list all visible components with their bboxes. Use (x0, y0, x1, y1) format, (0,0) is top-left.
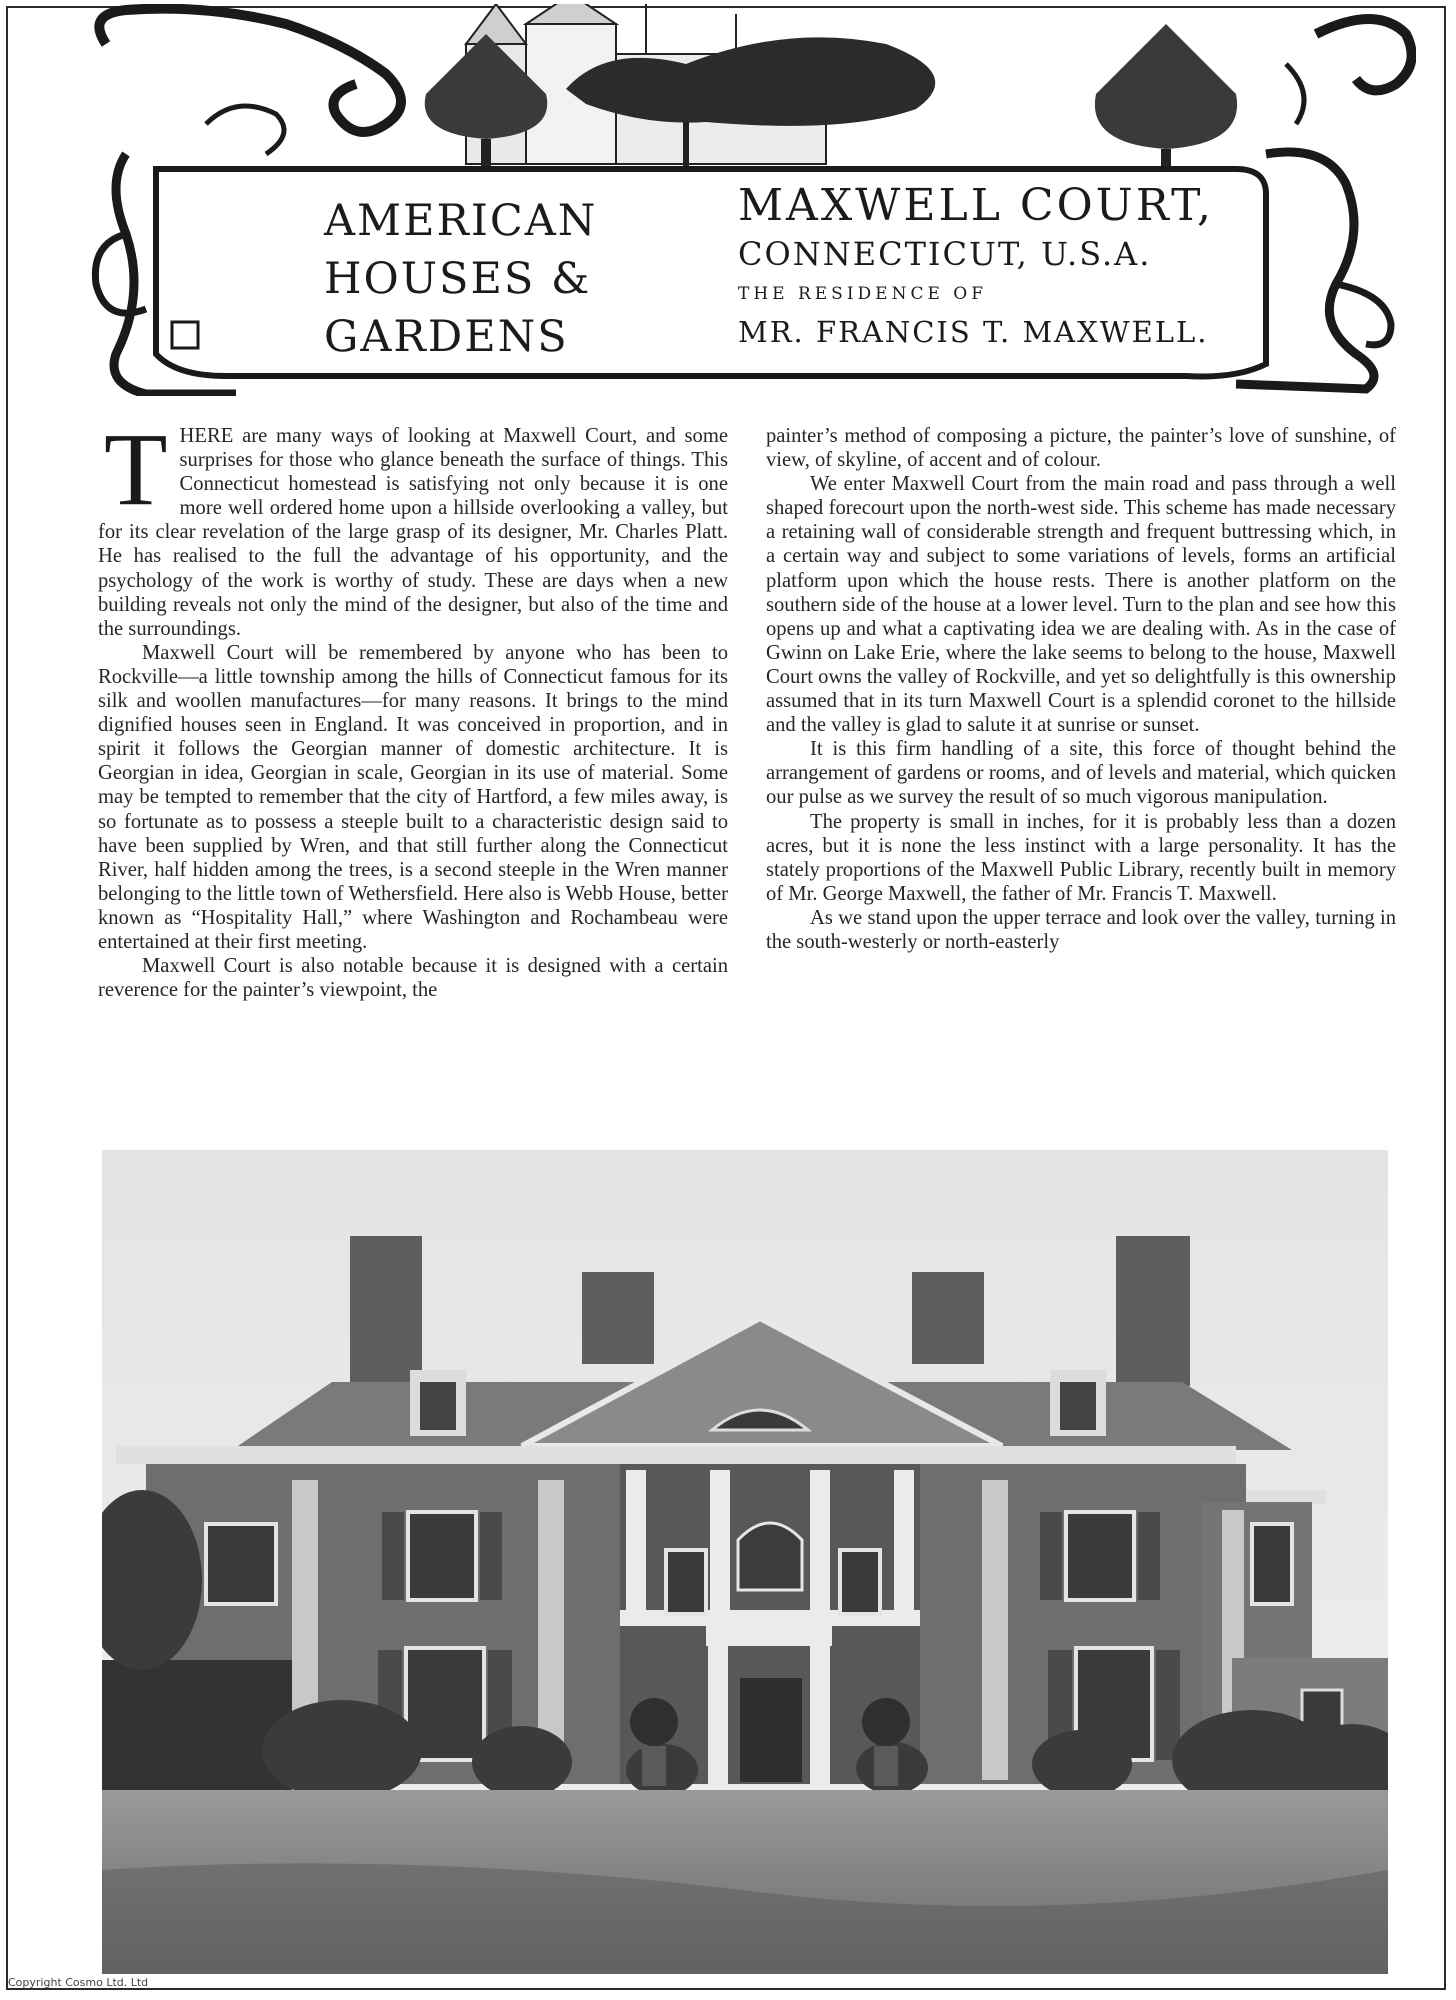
paragraph-text: HERE are many ways of looking at Maxwell Court, and some surprises for those who glance beneath the surface of things. This Connecticut homestead is satisfying not only because it is one more well ordered home upon a hillside overlooking a valley, but for its clear revelation of the large grasp of its designer, Mr. Charles Platt. He has realised to the full the advantage of his opportunity, and the psychology of the work is worthy of study. These are days when a new building reveals not only the mind of the designer, but also of the time and the surroundings. (98, 425, 728, 640)
residence-label: THE RESIDENCE OF (738, 284, 988, 304)
article-column-left (98, 412, 728, 1002)
paragraph: painter’s method of composing a picture, the painter’s love of sunshine, of view, of skyline, of accent and of colour. (766, 425, 1396, 472)
paragraph: It is this firm handling of a site, this force of thought behind the arrangement of gardens or rooms, and of levels and material, which quicken our pulse as we survey the result of so much vigorous manipulation. (766, 738, 1396, 809)
series-title-line-2: HOUSES & (324, 254, 592, 304)
series-title-line-3: GARDENS (324, 312, 569, 362)
drop-cap: T (104, 412, 168, 527)
paragraph (98, 412, 728, 641)
house-illustration (102, 1150, 1388, 1974)
series-title-line-1: AMERICAN (324, 196, 598, 246)
paragraph: We enter Maxwell Court from the main road and pass through a well shaped forecourt upon the north-west side. This scheme has made necessary a retaining wall of considerable strength and frequent buttressing which, in a certain way and subject to some variations of levels, forms an artificial platform upon which the house rests. There is another platform on the southern side of the house at a lower level. Turn to the plan and see how this opens up and what a captivating idea we are dealing with. As in the case of Gwinn on Lake Erie, where the lake seems to belong to the house, Maxwell Court owns the valley of Rockville, and yet so delightfully is this ownership assumed that in its turn Maxwell Court is a splendid coronet to the hillside and the valley is glad to salute it at sunrise or sunset. (766, 473, 1396, 737)
header-banner (86, 4, 1416, 396)
article-title: MAXWELL COURT, (738, 180, 1214, 231)
copyright-notice: Copyright Cosmo Ltd. Ltd (8, 1976, 149, 1989)
paragraph: As we stand upon the upper terrace and look over the valley, turning in the south-westerly or north-easterly (766, 906, 1396, 953)
article-heading (738, 180, 1318, 352)
paragraph: Maxwell Court will be remembered by anyone who has been to Rockville—a little township among the hills of Connecticut famous for its silk and woollen manufactures—for many reasons. It brings to the mind dignified houses seen in England. It was conceived in proportion, and in spirit it follows the Georgian manner of domestic architecture. It is Georgian in idea, Georgian in scale, Georgian in its use of material. Some may be tempted to remember that the city of Hartford, a few miles away, is so fortunate as to possess a steeple built to a characteristic design said to have been supplied by Wren, and that still further along the Connecticut River, half hidden among the trees, is a second steeple in the Wren manner belonging to the little town of Wethersfield. Here also is Webb House, better known as “Hospitality Hall,” where Washington and Rochambeau were entertained at their first meeting. (98, 641, 728, 953)
paragraph: Maxwell Court is also notable because it is designed with a certain reverence for the painter’s viewpoint, the (98, 955, 728, 1002)
series-title (324, 192, 644, 366)
owner-name: MR. FRANCIS T. MAXWELL. (738, 315, 1209, 349)
paragraph: The property is small in inches, for it is probably less than a dozen acres, but it is none the less instinct with a large personality. It has the stately proportions of the Maxwell Public Library, recently built in memory of Mr. George Maxwell, the father of Mr. Francis T. Maxwell. (766, 810, 1396, 905)
article-column-right (766, 424, 1396, 954)
house-photograph (102, 1150, 1388, 1974)
article-subtitle: CONNECTICUT, U.S.A. (738, 235, 1152, 273)
